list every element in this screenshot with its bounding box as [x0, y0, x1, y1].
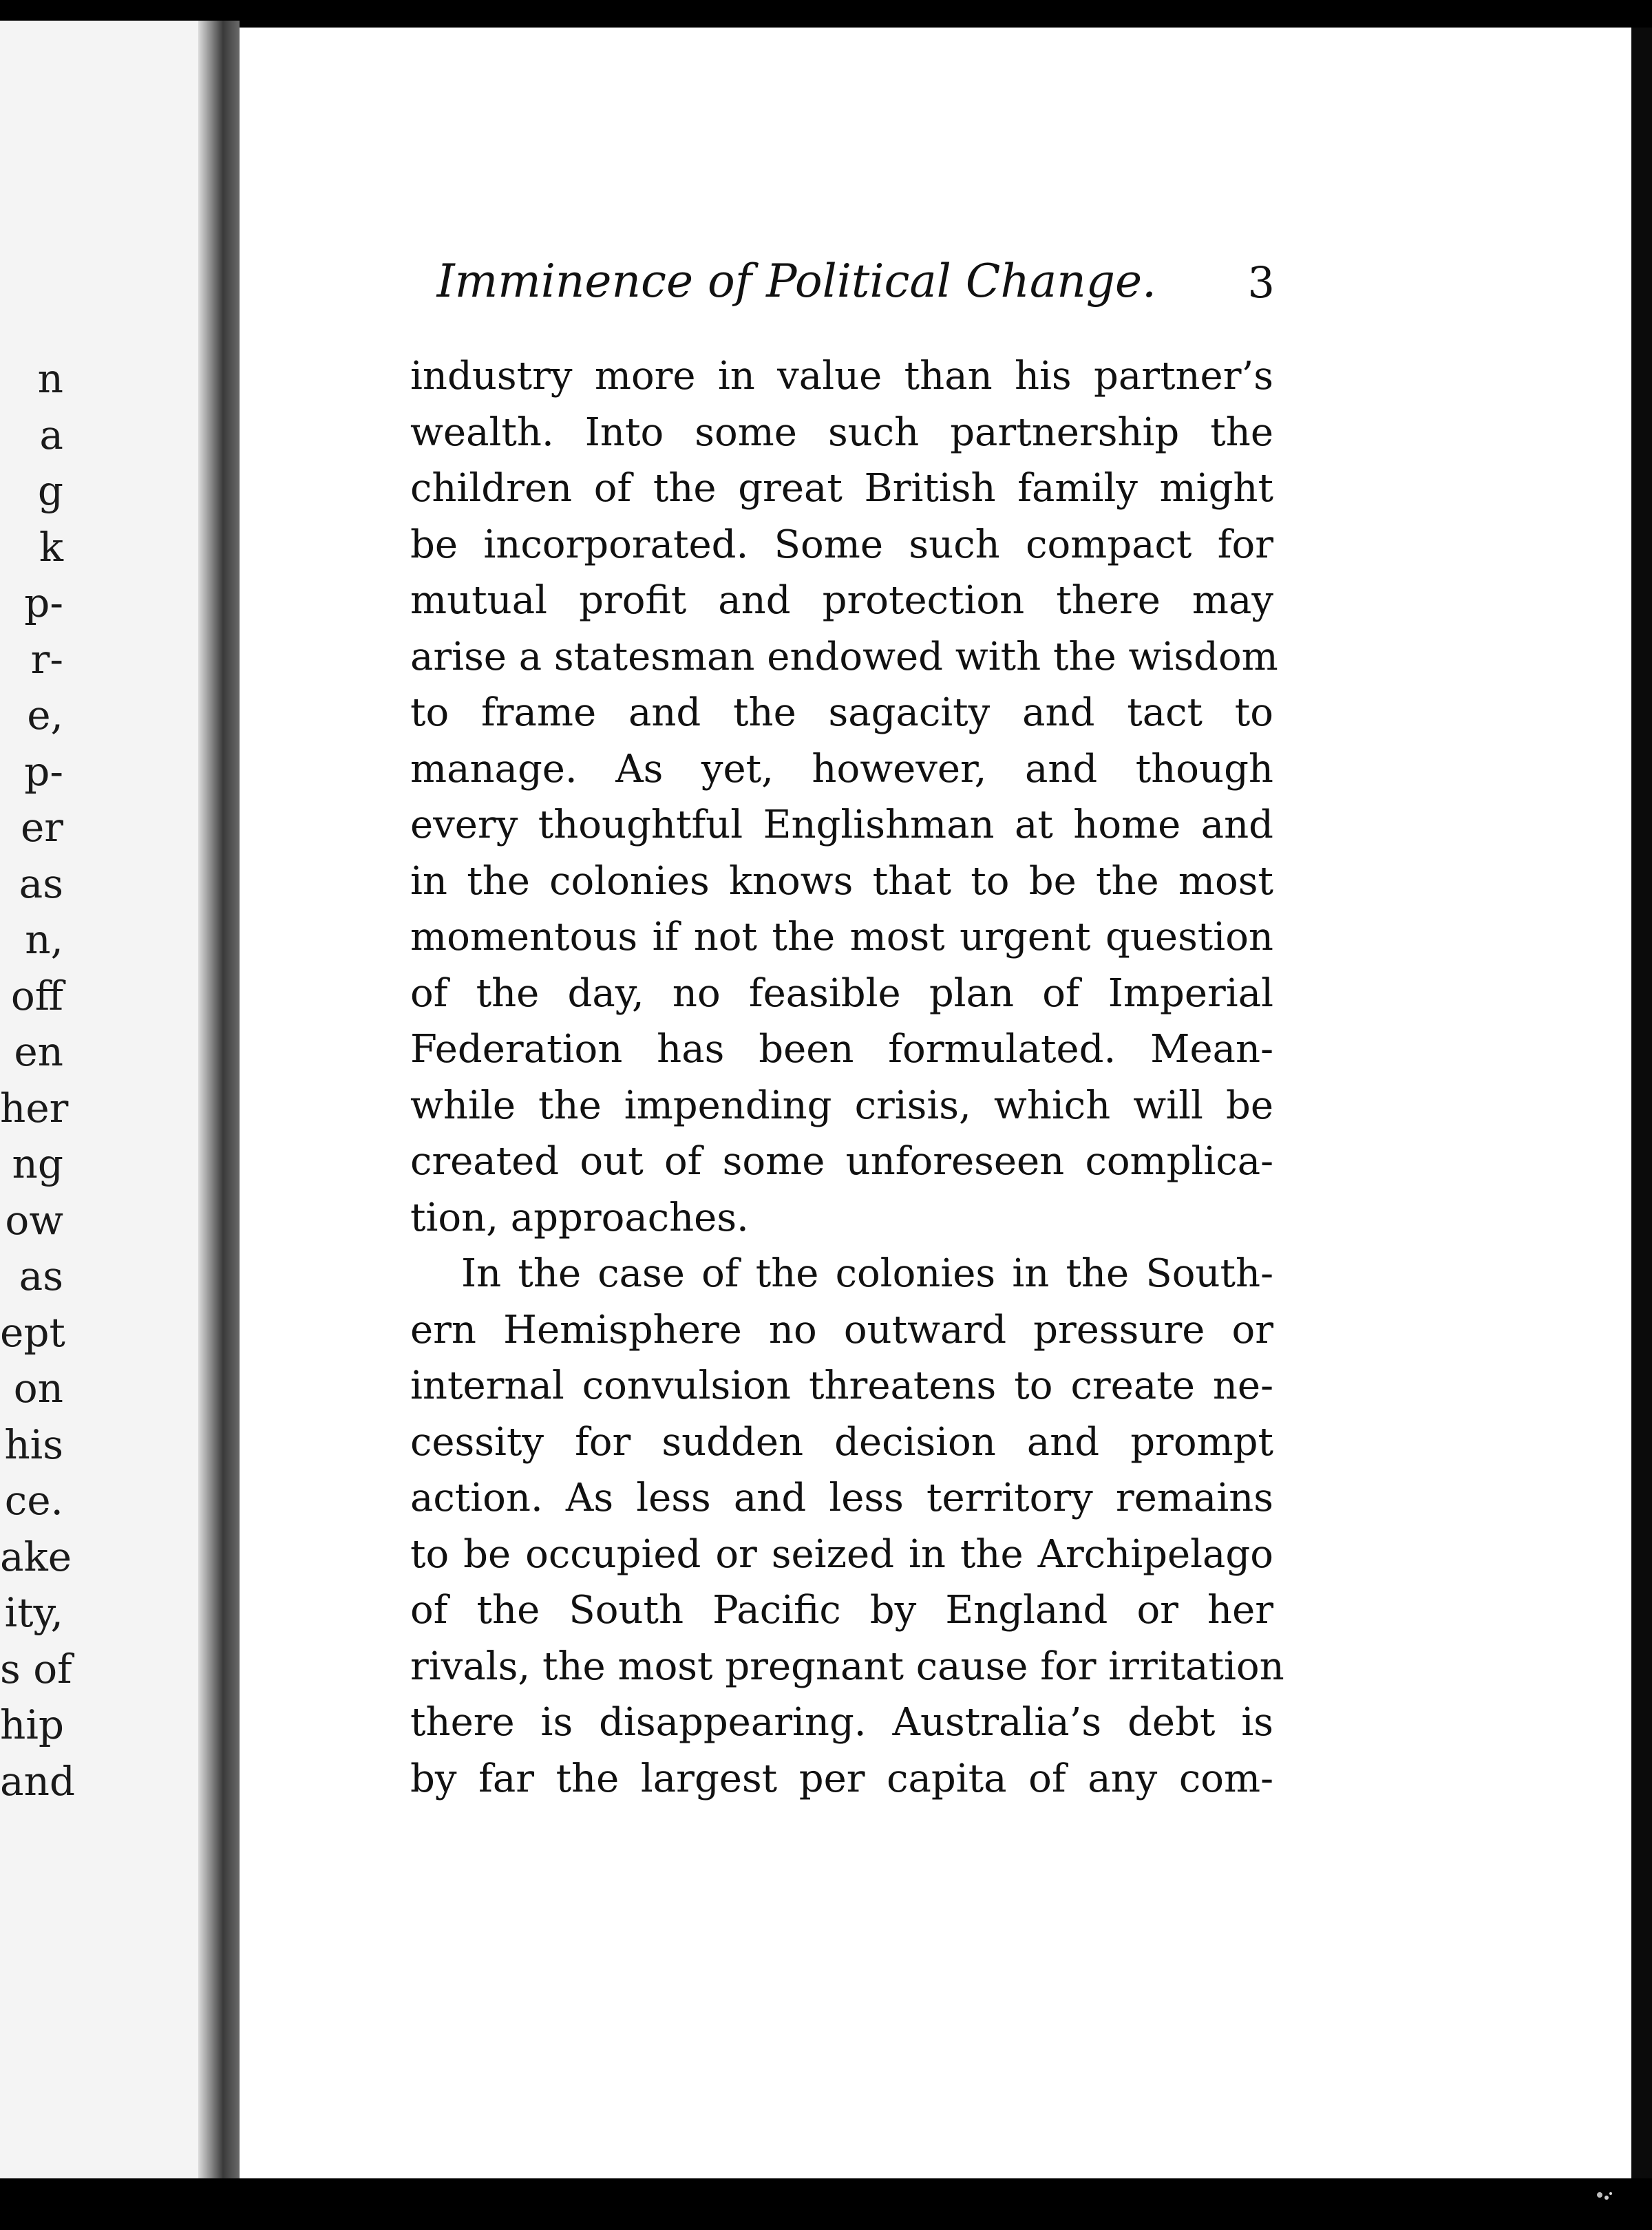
bottom-border	[0, 2178, 1652, 2230]
text-line: in the colonies knows that to be the most	[410, 858, 1273, 904]
fragment-line: ng	[12, 1140, 63, 1187]
fragment-line: e,	[27, 692, 63, 739]
fragment-line: ow	[5, 1196, 63, 1244]
text-line: ern Hemisphere no outward pressure or	[410, 1307, 1273, 1352]
fragment-line: hip	[0, 1701, 65, 1748]
text-line: Federation has been formulated. Mean-	[410, 1027, 1273, 1072]
fragment-line: p-	[24, 580, 63, 626]
page-number: 3	[1247, 257, 1275, 308]
fragment-line: p-	[24, 747, 63, 795]
text-line: there is disappearing. Australia’s debt is	[410, 1700, 1273, 1745]
text-line: while the impending crisis, which will be	[410, 1083, 1273, 1128]
fragment-line: his	[4, 1421, 63, 1468]
fragment-line: off	[10, 972, 63, 1019]
facing-page-text-fragments	[0, 351, 76, 1809]
page-edge-shadow	[1631, 28, 1652, 2178]
text-line: to be occupied or seized in the Archipelago	[410, 1531, 1273, 1577]
text-line: momentous if not the most urgent question	[410, 915, 1273, 959]
scan-smudge-icon	[1590, 2185, 1618, 2206]
text-line: internal convulsion threatens to create ne-	[410, 1363, 1273, 1408]
text-line: cessity for sudden decision and prompt	[410, 1419, 1273, 1465]
fragment-line: ept	[0, 1308, 65, 1356]
text-line: arise a statesman endowed with the wisdom	[410, 634, 1278, 679]
text-line: mutual profit and protection there may	[410, 578, 1273, 623]
text-line-paragraph-end: tion, approaches.	[410, 1195, 749, 1240]
book-gutter	[198, 21, 240, 2182]
fragment-line: n	[37, 355, 63, 402]
text-line: to frame and the sagacity and tact to	[410, 690, 1273, 735]
fragment-line: n,	[25, 916, 63, 963]
text-line: children of the great British family might	[410, 466, 1273, 511]
running-head-title: Imminence of Political Change.	[436, 255, 1156, 308]
fragment-line: r-	[30, 635, 63, 683]
text-line: action. As less and less territory remains	[410, 1476, 1273, 1520]
fragment-line: on	[13, 1365, 63, 1412]
fragment-line: ce.	[4, 1477, 63, 1524]
fragment-line: en	[14, 1028, 63, 1075]
text-line: by far the largest per capita of any com-	[410, 1756, 1273, 1801]
text-line: created out of some unforeseen complica-	[410, 1139, 1273, 1184]
fragment-line: g	[37, 467, 63, 514]
fragment-line: her	[0, 1084, 69, 1132]
text-line: of the South Pacific by England or her	[410, 1588, 1273, 1633]
fragment-line: as	[19, 860, 63, 907]
text-line: be incorporated. Some such compact for	[410, 522, 1273, 567]
running-head	[436, 241, 1280, 310]
fragment-line: as	[19, 1253, 63, 1299]
fragment-line: and	[0, 1757, 76, 1805]
body-text	[410, 348, 1284, 1807]
text-line: manage. As yet, however, and though	[410, 746, 1273, 792]
text-line-paragraph-start: In the case of the colonies in the South-	[461, 1251, 1273, 1296]
fragment-line: ity,	[4, 1589, 63, 1636]
fragment-line: k	[39, 523, 63, 571]
text-line: wealth. Into some such partnership the	[410, 410, 1273, 455]
fragment-line: a	[39, 411, 63, 458]
text-line: of the day, no feasible plan of Imperial	[410, 970, 1273, 1016]
text-line: industry more in value than his partner’s	[410, 354, 1273, 399]
text-line: every thoughtful Englishman at home and	[410, 803, 1273, 847]
fragment-line: s of	[0, 1645, 72, 1692]
fragment-line: er	[20, 804, 63, 851]
fragment-line: ake	[0, 1533, 72, 1580]
text-line: rivals, the most pregnant cause for irritation	[410, 1644, 1284, 1689]
